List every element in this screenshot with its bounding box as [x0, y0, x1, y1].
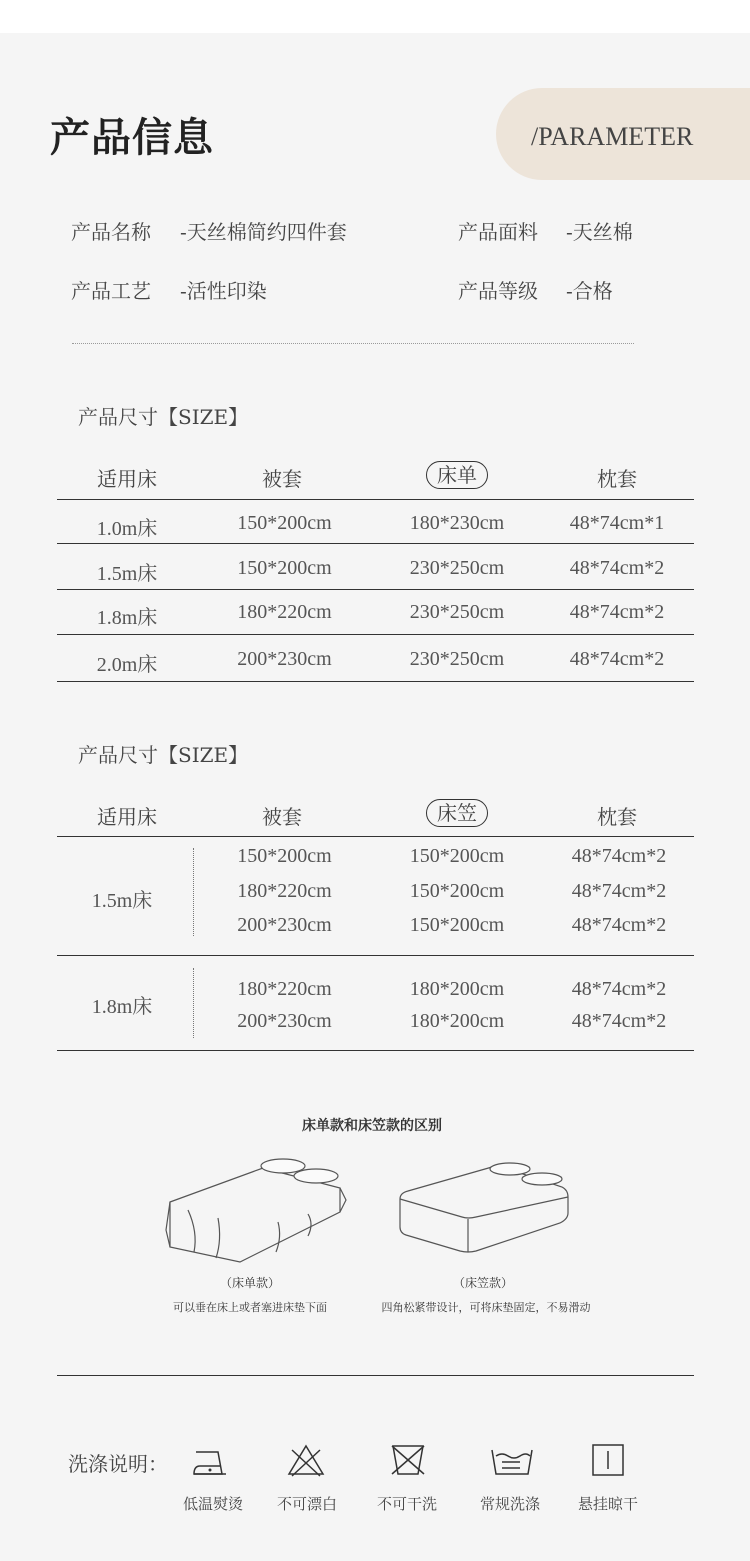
- page-title: 产品信息: [50, 114, 214, 161]
- fitted-sheet-desc: 四角松紧带设计，可将床垫固定，不易滑动: [381, 1302, 591, 1314]
- t2-line: [57, 836, 694, 837]
- t1-cell: 150*200cm: [237, 512, 332, 534]
- t1-cell: 1.0m床: [96, 518, 158, 540]
- t2-header-fitted-sheet: 床笠: [397, 797, 517, 826]
- compare-title: 床单款和床笠款的区别: [302, 1117, 442, 1133]
- wash-divider: [57, 1375, 694, 1376]
- t2-header-bed: 适用床: [97, 805, 157, 829]
- t2-header-pillow: 枕套: [597, 805, 637, 829]
- info-label-craft: 产品工艺: [71, 279, 151, 303]
- fitted-sheet-illustration: [392, 1157, 574, 1257]
- no-dry-clean-icon: [388, 1442, 428, 1478]
- t2-cell: 200*230cm: [237, 1010, 332, 1032]
- t1-line: [57, 543, 694, 544]
- normal-wash-icon: [490, 1444, 534, 1478]
- t1-header-bed: 适用床: [97, 467, 157, 491]
- t1-cell: 1.5m床: [96, 563, 158, 585]
- size-section-title-1: 产品尺寸【SIZE】: [78, 405, 249, 429]
- info-value-name: -天丝棉简约四件套: [180, 220, 347, 244]
- t2-cell: 48*74cm*2: [571, 1010, 667, 1032]
- t1-cell: 2.0m床: [96, 654, 158, 676]
- t2-line: [57, 955, 694, 956]
- t2-group-bed: 1.5m床: [91, 890, 153, 912]
- t2-cell: 180*200cm: [409, 1010, 505, 1032]
- t1-cell: 48*74cm*1: [569, 512, 665, 534]
- flat-sheet-desc: 可以垂在床上或者塞进床垫下面: [173, 1302, 327, 1314]
- t1-line: [57, 589, 694, 590]
- no-bleach-icon: [286, 1442, 326, 1478]
- wash-item-label: 悬挂晾干: [577, 1496, 638, 1513]
- info-value-craft: -活性印染: [180, 279, 267, 303]
- t1-cell: 48*74cm*2: [569, 648, 665, 670]
- t2-dotted-divider: [193, 968, 194, 1038]
- wash-item-label: 不可漂白: [276, 1496, 337, 1513]
- page-card: [0, 33, 750, 1561]
- wash-item-label: 常规洗涤: [479, 1496, 540, 1513]
- info-label-grade: 产品等级: [458, 279, 538, 303]
- size-section-title-2: 产品尺寸【SIZE】: [78, 743, 249, 767]
- t1-line: [57, 681, 694, 682]
- t1-cell: 180*220cm: [237, 601, 332, 623]
- t1-line: [57, 499, 694, 500]
- wash-item-label: 低温熨烫: [182, 1496, 243, 1513]
- t2-cell: 180*220cm: [237, 880, 332, 902]
- t2-cell: 180*220cm: [237, 978, 332, 1000]
- hang-dry-icon: [590, 1442, 626, 1478]
- t2-cell: 150*200cm: [237, 845, 332, 867]
- t2-group-bed: 1.8m床: [91, 996, 153, 1018]
- info-value-grade: -合格: [566, 279, 613, 303]
- t1-cell: 180*230cm: [409, 512, 505, 534]
- t1-cell: 230*250cm: [409, 648, 505, 670]
- t2-cell: 180*200cm: [409, 978, 505, 1000]
- t1-cell: 230*250cm: [409, 557, 505, 579]
- info-divider: [72, 343, 634, 344]
- t2-cell: 48*74cm*2: [571, 914, 667, 936]
- t2-cell: 200*230cm: [237, 914, 332, 936]
- t1-cell: 230*250cm: [409, 601, 505, 623]
- wash-label: 洗涤说明：: [68, 1452, 168, 1476]
- info-label-fabric: 产品面料: [458, 220, 538, 244]
- t2-cell: 150*200cm: [409, 845, 505, 867]
- t2-line: [57, 1050, 694, 1051]
- info-value-fabric: -天丝棉: [566, 220, 633, 244]
- t2-dotted-divider: [193, 848, 194, 936]
- flat-sheet-name: （床单款）: [219, 1276, 280, 1290]
- wash-item-label: 不可干洗: [376, 1496, 437, 1513]
- t1-line: [57, 634, 694, 635]
- fitted-sheet-name: （床笠款）: [452, 1276, 513, 1290]
- t2-cell: 48*74cm*2: [571, 978, 667, 1000]
- t1-header-duvet: 被套: [262, 467, 302, 491]
- low-temp-iron-icon: [190, 1444, 230, 1478]
- t2-header-duvet: 被套: [262, 805, 302, 829]
- t1-cell: 48*74cm*2: [569, 601, 665, 623]
- parameter-tag: /PARAMETER: [531, 122, 694, 151]
- t1-cell: 150*200cm: [237, 557, 332, 579]
- t2-cell: 48*74cm*2: [571, 880, 667, 902]
- t1-header-sheet: 床单: [397, 459, 517, 488]
- t2-cell: 150*200cm: [409, 914, 505, 936]
- info-label-name: 产品名称: [71, 220, 151, 244]
- t2-cell: 48*74cm*2: [571, 845, 667, 867]
- t1-cell: 200*230cm: [237, 648, 332, 670]
- t1-cell: 1.8m床: [96, 607, 158, 629]
- t1-cell: 48*74cm*2: [569, 557, 665, 579]
- flat-sheet-illustration: [158, 1152, 353, 1267]
- t2-cell: 150*200cm: [409, 880, 505, 902]
- t1-header-pillow: 枕套: [597, 467, 637, 491]
